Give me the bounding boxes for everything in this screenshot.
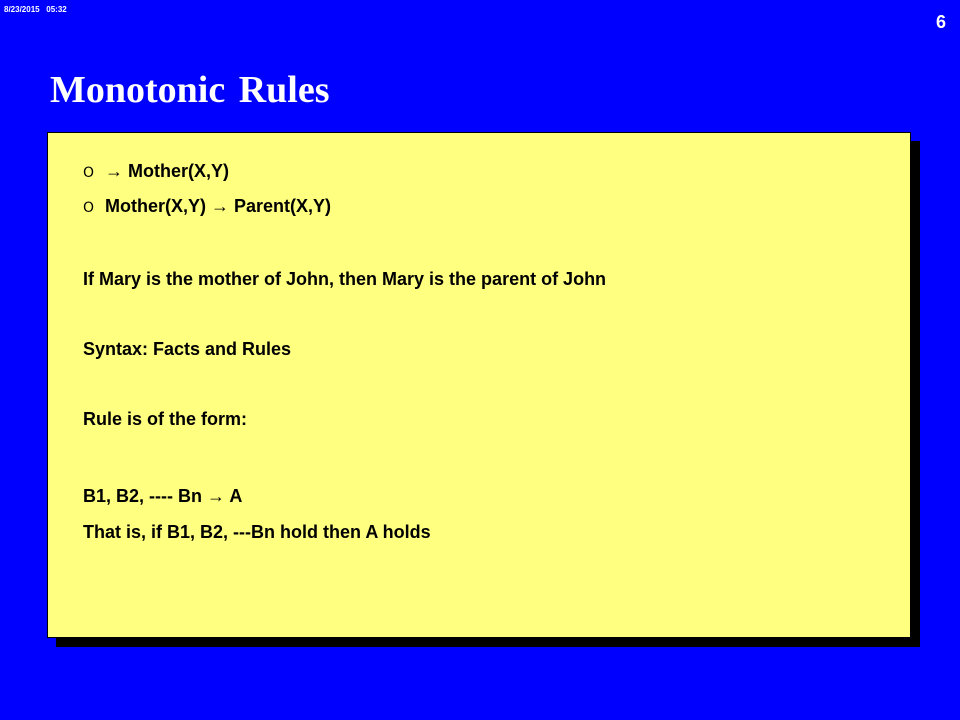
rule-form-expression: B1, B2, ---- Bn → A bbox=[83, 486, 243, 506]
rule-form-heading: Rule is of the form: bbox=[83, 409, 248, 429]
slide-date: 8/23/2015 bbox=[4, 5, 40, 14]
bullet-marker: O bbox=[83, 165, 95, 181]
slide-title: Monotonic Rules bbox=[50, 69, 330, 111]
bullet-rule-parent: Mother(X,Y) → Parent(X,Y) bbox=[105, 196, 332, 216]
rule-form-explanation: That is, if B1, B2, ---Bn hold then A holds bbox=[83, 522, 431, 542]
bullet-rule-fact: → Mother(X,Y) bbox=[105, 161, 229, 181]
example-sentence: If Mary is the mother of John, then Mary is the parent of John bbox=[83, 269, 607, 289]
syntax-heading: Syntax: Facts and Rules bbox=[83, 339, 292, 359]
slide-time: 05:32 bbox=[46, 5, 67, 14]
content-panel bbox=[47, 132, 911, 638]
bullet-marker: O bbox=[83, 200, 95, 216]
slide-datetime bbox=[4, 5, 67, 14]
page-number: 6 bbox=[935, 12, 946, 32]
